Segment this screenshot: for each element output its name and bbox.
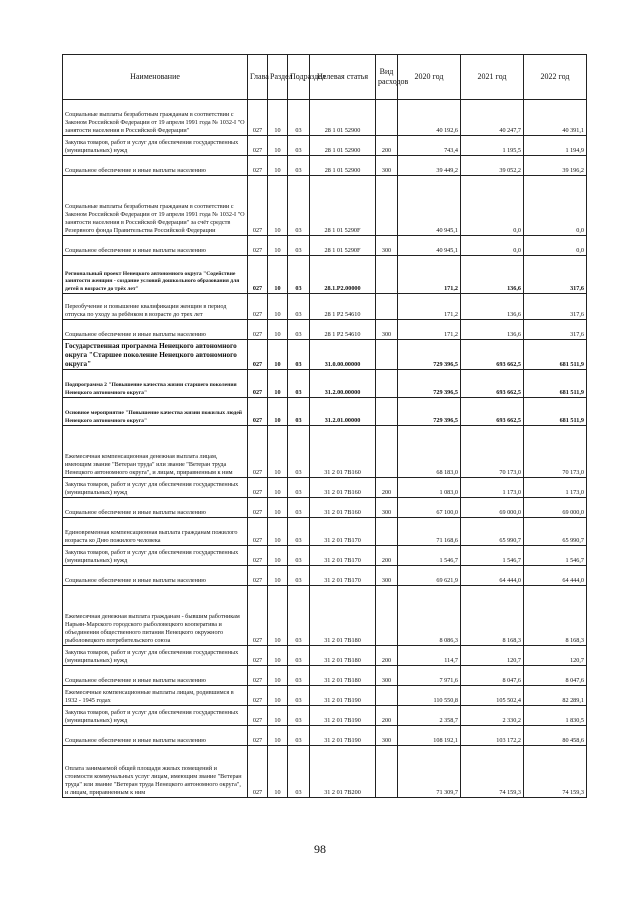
row-value-2020: 729 396,5 <box>398 340 461 370</box>
row-glava: 027 <box>248 646 268 666</box>
row-podrazdel: 03 <box>288 746 310 798</box>
row-expense-type <box>376 518 398 546</box>
row-value-2022: 8 047,6 <box>524 666 587 686</box>
row-razdel: 10 <box>268 156 288 176</box>
row-value-2022: 8 168,3 <box>524 586 587 646</box>
row-name: Социальное обеспечение и иные выплаты населению <box>63 236 248 256</box>
row-value-2021: 105 502,4 <box>461 686 524 706</box>
row-glava: 027 <box>248 546 268 566</box>
row-glava: 027 <box>248 340 268 370</box>
row-expense-type: 200 <box>376 136 398 156</box>
row-podrazdel: 03 <box>288 726 310 746</box>
table-header-row <box>63 55 587 100</box>
row-value-2020: 171,2 <box>398 256 461 294</box>
row-value-2022: 80 458,6 <box>524 726 587 746</box>
row-expense-type <box>376 176 398 236</box>
table-row <box>63 646 587 666</box>
row-value-2020: 40 945,1 <box>398 176 461 236</box>
row-podrazdel: 03 <box>288 320 310 340</box>
row-value-2022: 317,6 <box>524 256 587 294</box>
row-podrazdel: 03 <box>288 236 310 256</box>
row-value-2022: 0,0 <box>524 176 587 236</box>
table-row <box>63 426 587 478</box>
row-glava: 027 <box>248 478 268 498</box>
table-row <box>63 746 587 798</box>
row-value-2022: 681 511,9 <box>524 370 587 398</box>
row-expense-type: 300 <box>376 498 398 518</box>
row-target-article: 28 1 01 52900 <box>310 156 376 176</box>
row-value-2021: 136,6 <box>461 256 524 294</box>
row-razdel: 10 <box>268 666 288 686</box>
table-row <box>63 398 587 426</box>
row-value-2022: 82 289,1 <box>524 686 587 706</box>
row-glava: 027 <box>248 666 268 686</box>
row-razdel: 10 <box>268 726 288 746</box>
row-value-2021: 693 662,5 <box>461 398 524 426</box>
row-expense-type: 300 <box>376 236 398 256</box>
row-value-2022: 317,6 <box>524 320 587 340</box>
row-glava: 027 <box>248 398 268 426</box>
row-glava: 027 <box>248 586 268 646</box>
row-expense-type: 200 <box>376 546 398 566</box>
row-name: Закупка товаров, работ и услуг для обеспечения государственных (муниципальных) нужд <box>63 706 248 726</box>
row-name: Подпрограмма 2 "Повышение качества жизни старшего поколения Ненецкого автономного округа" <box>63 370 248 398</box>
header-vid: Вид расходов <box>376 55 398 100</box>
row-podrazdel: 03 <box>288 426 310 478</box>
row-podrazdel: 03 <box>288 256 310 294</box>
row-target-article: 31.2.01.00000 <box>310 398 376 426</box>
row-podrazdel: 03 <box>288 686 310 706</box>
header-podrazdel: Подраздел <box>288 55 310 100</box>
row-target-article: 31 2 01 7В160 <box>310 426 376 478</box>
row-razdel: 10 <box>268 566 288 586</box>
row-value-2021: 65 990,7 <box>461 518 524 546</box>
row-target-article: 31 2 01 7В160 <box>310 478 376 498</box>
row-value-2020: 1 546,7 <box>398 546 461 566</box>
row-glava: 027 <box>248 156 268 176</box>
row-value-2022: 39 196,2 <box>524 156 587 176</box>
row-podrazdel: 03 <box>288 398 310 426</box>
row-value-2021: 8 047,6 <box>461 666 524 686</box>
row-expense-type <box>376 686 398 706</box>
row-value-2021: 64 444,0 <box>461 566 524 586</box>
row-expense-type: 300 <box>376 566 398 586</box>
row-value-2021: 0,0 <box>461 236 524 256</box>
row-glava: 027 <box>248 518 268 546</box>
row-value-2022: 70 173,0 <box>524 426 587 478</box>
row-expense-type <box>376 340 398 370</box>
row-name: Основное мероприятие "Повышение качества жизни пожилых людей Ненецкого автономного округа" <box>63 398 248 426</box>
row-expense-type: 300 <box>376 726 398 746</box>
row-glava: 027 <box>248 320 268 340</box>
row-target-article: 31 2 01 7В190 <box>310 706 376 726</box>
table-row <box>63 294 587 320</box>
row-value-2020: 171,2 <box>398 320 461 340</box>
row-value-2022: 1 173,0 <box>524 478 587 498</box>
row-name: Закупка товаров, работ и услуг для обеспечения государственных (муниципальных) нужд <box>63 546 248 566</box>
row-value-2020: 171,2 <box>398 294 461 320</box>
table-row <box>63 586 587 646</box>
row-value-2021: 693 662,5 <box>461 340 524 370</box>
row-value-2021: 8 168,3 <box>461 586 524 646</box>
row-value-2020: 40 945,1 <box>398 236 461 256</box>
row-name: Социальные выплаты безработным гражданам в соответствии с Законом Российской Федерации от 19 апреля 1991 года № 1032-I "О занятости населения в Российской Федерации" за счёт средств Резервного фонда Правительства Российской Федерации <box>63 176 248 236</box>
row-razdel: 10 <box>268 370 288 398</box>
row-glava: 027 <box>248 256 268 294</box>
row-expense-type <box>376 398 398 426</box>
table-row <box>63 498 587 518</box>
row-razdel: 10 <box>268 646 288 666</box>
row-value-2022: 681 511,9 <box>524 340 587 370</box>
row-expense-type: 300 <box>376 320 398 340</box>
row-value-2020: 71 168,6 <box>398 518 461 546</box>
row-glava: 027 <box>248 426 268 478</box>
row-podrazdel: 03 <box>288 646 310 666</box>
row-target-article: 28.1.P2.00000 <box>310 256 376 294</box>
row-name: Ежемесячная денежная выплата гражданам - бывшим работникам Нарьян-Марского городского рыболовецкого кооператива и объединения общественного питания Ненецкого окружного рыболовецкого потребительского союза <box>63 586 248 646</box>
row-glava: 027 <box>248 136 268 156</box>
row-glava: 027 <box>248 566 268 586</box>
row-podrazdel: 03 <box>288 136 310 156</box>
row-value-2022: 0,0 <box>524 236 587 256</box>
header-2020: 2020 год <box>398 55 461 100</box>
row-name: Социальное обеспечение и иные выплаты населению <box>63 666 248 686</box>
table-row <box>63 156 587 176</box>
header-name: Наименование <box>63 55 248 100</box>
row-glava: 027 <box>248 236 268 256</box>
row-podrazdel: 03 <box>288 518 310 546</box>
row-name: Социальное обеспечение и иные выплаты населению <box>63 498 248 518</box>
row-target-article: 31 2 01 7В180 <box>310 666 376 686</box>
row-expense-type <box>376 256 398 294</box>
table-row <box>63 100 587 136</box>
row-value-2021: 2 330,2 <box>461 706 524 726</box>
row-expense-type <box>376 294 398 320</box>
row-razdel: 10 <box>268 518 288 546</box>
row-name: Ежемесячная компенсационная денежная выплата лицам, имеющим звание "Ветеран труда" или звание "Ветеран труда Ненецкого автономного округа", и лицам, приравненным к ним <box>63 426 248 478</box>
row-razdel: 10 <box>268 498 288 518</box>
row-razdel: 10 <box>268 706 288 726</box>
table-row <box>63 236 587 256</box>
row-expense-type <box>376 746 398 798</box>
row-value-2022: 1 830,5 <box>524 706 587 726</box>
row-value-2020: 108 192,1 <box>398 726 461 746</box>
row-podrazdel: 03 <box>288 586 310 646</box>
row-name: Социальное обеспечение и иные выплаты населению <box>63 320 248 340</box>
row-expense-type: 300 <box>376 666 398 686</box>
row-glava: 027 <box>248 370 268 398</box>
row-glava: 027 <box>248 176 268 236</box>
row-name: Оплата занимаемой общей площади жилых помещений и стоимости коммунальных услуг лицам, имеющим звание "Ветеран труда" или звание "Ветеран труда Ненецкого автономного округа", и лицам, приравненным к ним <box>63 746 248 798</box>
row-value-2021: 1 195,5 <box>461 136 524 156</box>
row-value-2021: 136,6 <box>461 320 524 340</box>
budget-table-container <box>62 54 586 798</box>
row-name: Единовременная компенсационная выплата гражданам пожилого возраста ко Дню пожилого человека <box>63 518 248 546</box>
row-name: Социальное обеспечение и иные выплаты населению <box>63 726 248 746</box>
row-expense-type <box>376 100 398 136</box>
row-razdel: 10 <box>268 340 288 370</box>
row-value-2022: 681 511,9 <box>524 398 587 426</box>
row-razdel: 10 <box>268 686 288 706</box>
row-value-2022: 64 444,0 <box>524 566 587 586</box>
table-row <box>63 706 587 726</box>
row-expense-type <box>376 426 398 478</box>
row-target-article: 28 1 01 52900 <box>310 136 376 156</box>
table-row <box>63 686 587 706</box>
row-podrazdel: 03 <box>288 546 310 566</box>
row-value-2020: 8 086,3 <box>398 586 461 646</box>
row-podrazdel: 03 <box>288 498 310 518</box>
page-number: 98 <box>314 842 326 856</box>
budget-table <box>62 54 587 798</box>
row-razdel: 10 <box>268 426 288 478</box>
row-podrazdel: 03 <box>288 666 310 686</box>
row-value-2020: 68 183,0 <box>398 426 461 478</box>
row-value-2020: 729 396,5 <box>398 398 461 426</box>
row-razdel: 10 <box>268 746 288 798</box>
row-value-2022: 317,6 <box>524 294 587 320</box>
row-value-2021: 39 052,2 <box>461 156 524 176</box>
row-name: Закупка товаров, работ и услуг для обеспечения государственных (муниципальных) нужд <box>63 646 248 666</box>
row-expense-type <box>376 370 398 398</box>
row-expense-type: 200 <box>376 478 398 498</box>
row-podrazdel: 03 <box>288 340 310 370</box>
row-value-2021: 70 173,0 <box>461 426 524 478</box>
row-razdel: 10 <box>268 398 288 426</box>
table-row <box>63 176 587 236</box>
row-value-2021: 103 172,2 <box>461 726 524 746</box>
table-row <box>63 256 587 294</box>
row-target-article: 28 1 01 5290F <box>310 176 376 236</box>
row-value-2020: 1 083,0 <box>398 478 461 498</box>
row-value-2021: 69 000,0 <box>461 498 524 518</box>
table-row <box>63 566 587 586</box>
header-statya: Целевая статья <box>310 55 376 100</box>
row-value-2022: 120,7 <box>524 646 587 666</box>
row-name: Социальные выплаты безработным гражданам в соответствии с Законом Российской Федерации от 19 апреля 1991 года № 1032-I "О занятости населения в Российской Федерации" <box>63 100 248 136</box>
row-value-2022: 65 990,7 <box>524 518 587 546</box>
row-value-2021: 0,0 <box>461 176 524 236</box>
row-glava: 027 <box>248 686 268 706</box>
row-glava: 027 <box>248 706 268 726</box>
row-value-2020: 7 971,6 <box>398 666 461 686</box>
row-target-article: 28 1 01 5290F <box>310 236 376 256</box>
row-target-article: 31 2 01 7В200 <box>310 746 376 798</box>
table-row <box>63 320 587 340</box>
row-name: Переобучение и повышение квалификации женщин в период отпуска по уходу за ребёнком в возрасте до трех лет <box>63 294 248 320</box>
row-target-article: 31 2 01 7В180 <box>310 586 376 646</box>
row-value-2020: 743,4 <box>398 136 461 156</box>
row-glava: 027 <box>248 294 268 320</box>
row-target-article: 31.0.00.00000 <box>310 340 376 370</box>
table-row <box>63 370 587 398</box>
row-podrazdel: 03 <box>288 176 310 236</box>
row-target-article: 31 2 01 7В160 <box>310 498 376 518</box>
table-row <box>63 136 587 156</box>
row-value-2020: 39 449,2 <box>398 156 461 176</box>
row-name: Социальное обеспечение и иные выплаты населению <box>63 566 248 586</box>
row-value-2020: 114,7 <box>398 646 461 666</box>
row-target-article: 31 2 01 7В170 <box>310 518 376 546</box>
row-target-article: 28 1 01 52900 <box>310 100 376 136</box>
row-expense-type <box>376 586 398 646</box>
row-value-2020: 110 550,8 <box>398 686 461 706</box>
row-razdel: 10 <box>268 586 288 646</box>
row-value-2022: 1 194,9 <box>524 136 587 156</box>
row-value-2022: 69 000,0 <box>524 498 587 518</box>
row-target-article: 28 1 P2 54610 <box>310 320 376 340</box>
row-value-2022: 40 391,1 <box>524 100 587 136</box>
row-razdel: 10 <box>268 478 288 498</box>
row-podrazdel: 03 <box>288 478 310 498</box>
row-target-article: 31.2.00.00000 <box>310 370 376 398</box>
row-target-article: 31 2 01 7В180 <box>310 646 376 666</box>
row-name: Региональный проект Ненецкого автономного округа "Содействие занятости женщин - создание условий дошкольного образования для детей в возрасте до трёх лет" <box>63 256 248 294</box>
row-podrazdel: 03 <box>288 100 310 136</box>
row-razdel: 10 <box>268 136 288 156</box>
row-name: Ежемесячные компенсационные выплаты лицам, родившимся в 1932 - 1945 годах <box>63 686 248 706</box>
row-target-article: 28 1 P2 54610 <box>310 294 376 320</box>
row-razdel: 10 <box>268 256 288 294</box>
row-podrazdel: 03 <box>288 156 310 176</box>
row-value-2022: 74 159,3 <box>524 746 587 798</box>
header-glava: Глава <box>248 55 268 100</box>
row-value-2020: 67 100,0 <box>398 498 461 518</box>
row-razdel: 10 <box>268 294 288 320</box>
row-expense-type: 200 <box>376 706 398 726</box>
row-value-2021: 120,7 <box>461 646 524 666</box>
row-value-2021: 40 247,7 <box>461 100 524 136</box>
row-value-2020: 40 192,6 <box>398 100 461 136</box>
row-razdel: 10 <box>268 100 288 136</box>
table-row <box>63 666 587 686</box>
header-2022: 2022 год <box>524 55 587 100</box>
row-podrazdel: 03 <box>288 370 310 398</box>
row-name: Социальное обеспечение и иные выплаты населению <box>63 156 248 176</box>
row-target-article: 31 2 01 7В170 <box>310 566 376 586</box>
row-name: Государственная программа Ненецкого автономного округа "Старшее поколение Ненецкого автономного округа" <box>63 340 248 370</box>
row-value-2021: 693 662,5 <box>461 370 524 398</box>
table-body <box>63 100 587 798</box>
row-value-2021: 74 159,3 <box>461 746 524 798</box>
row-target-article: 31 2 01 7В190 <box>310 726 376 746</box>
row-value-2020: 729 396,5 <box>398 370 461 398</box>
row-razdel: 10 <box>268 546 288 566</box>
table-row <box>63 726 587 746</box>
table-row <box>63 518 587 546</box>
row-target-article: 31 2 01 7В170 <box>310 546 376 566</box>
row-value-2022: 1 546,7 <box>524 546 587 566</box>
row-value-2020: 71 309,7 <box>398 746 461 798</box>
row-value-2021: 1 546,7 <box>461 546 524 566</box>
row-expense-type: 200 <box>376 646 398 666</box>
row-value-2021: 136,6 <box>461 294 524 320</box>
row-value-2020: 2 358,7 <box>398 706 461 726</box>
row-value-2021: 1 173,0 <box>461 478 524 498</box>
row-glava: 027 <box>248 498 268 518</box>
row-podrazdel: 03 <box>288 294 310 320</box>
header-razdel: Раздел <box>268 55 288 100</box>
row-razdel: 10 <box>268 236 288 256</box>
row-value-2020: 69 621,9 <box>398 566 461 586</box>
row-razdel: 10 <box>268 320 288 340</box>
row-razdel: 10 <box>268 176 288 236</box>
table-row <box>63 478 587 498</box>
row-target-article: 31 2 01 7В190 <box>310 686 376 706</box>
row-podrazdel: 03 <box>288 566 310 586</box>
table-row <box>63 340 587 370</box>
row-glava: 027 <box>248 746 268 798</box>
row-podrazdel: 03 <box>288 706 310 726</box>
header-2021: 2021 год <box>461 55 524 100</box>
row-name: Закупка товаров, работ и услуг для обеспечения государственных (муниципальных) нужд <box>63 136 248 156</box>
row-expense-type: 300 <box>376 156 398 176</box>
table-row <box>63 546 587 566</box>
row-name: Закупка товаров, работ и услуг для обеспечения государственных (муниципальных) нужд <box>63 478 248 498</box>
row-glava: 027 <box>248 100 268 136</box>
row-glava: 027 <box>248 726 268 746</box>
